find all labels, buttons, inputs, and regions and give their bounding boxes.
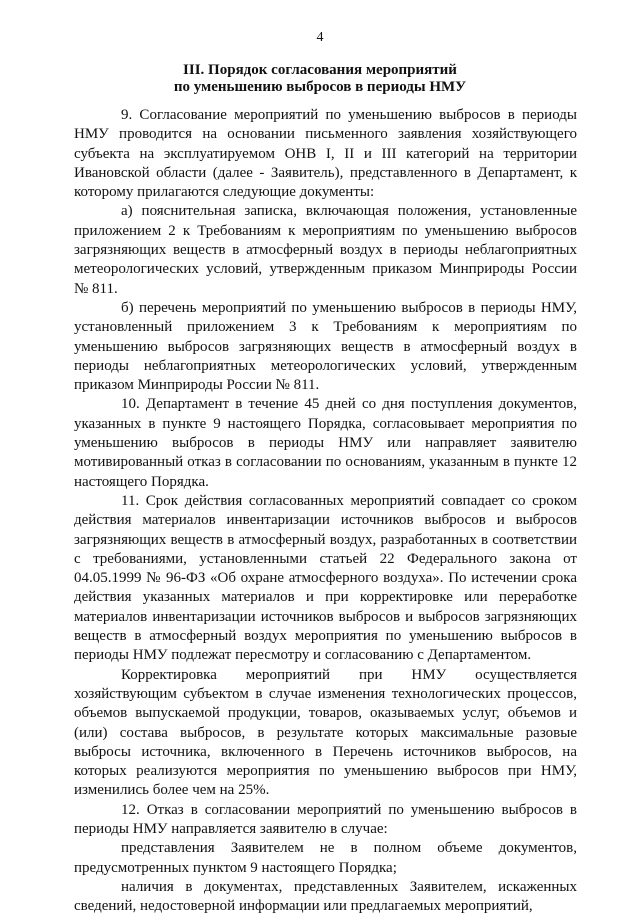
paragraph-11-correction: Корректировка мероприятий при НМУ осуществляется хозяйствующим субъектом в случае изменения технологических процессов, объемов выпускаемой продукции, товаров, оказываемых услуг, объемов и (или) состава выбросов, в результате которых максимальные разовые выбросы источника, включенного в Перечень источников выбросов, на которых реализуются мероприятия по уменьшению выбросов при НМУ, изменились более чем на 25%. [74, 666, 577, 799]
paragraph-10: 10. Департамент в течение 45 дней со дня поступления документов, указанных в пункте 9 настоящего Порядка, согласовывает мероприятия по уменьшению выбросов в периоды НМУ или направляет заявителю мотивированный отказ в согласовании по основаниям, указанным в пункте 12 настоящего Порядка. [74, 396, 577, 490]
section-heading-line-1: III. Порядок согласования мероприятий [183, 62, 457, 78]
paragraph-9b: б) перечень мероприятий по уменьшению выбросов в периоды НМУ, установленный приложением 3 к Требованиям к мероприятиям по уменьшению выбросов загрязняющих веществ в атмосферный воздух в периоды неблагоприятных метеорологических условий, утвержденным приказом Минприроды России № 811. [74, 299, 577, 394]
page-number: 4 [316, 30, 324, 45]
paragraph-9: 9. Согласование мероприятий по уменьшению выбросов в периоды НМУ проводится на основании письменного заявления хозяйствующего субъекта на эксплуатируемом ОНВ I, II и III категорий на территории Ивановской области (далее - Заявитель), представленного в Департамент, к которому прилагаются следующие документы: [74, 107, 577, 201]
document-body [74, 106, 577, 916]
section-heading-line-2: по уменьшению выбросов в периоды НМУ [173, 79, 467, 95]
paragraph-12-item-1: представления Заявителем не в полном объеме документов, предусмотренных пунктом 9 настоящего Порядка; [74, 840, 577, 876]
paragraph-12-item-2: наличия в документах, представленных Заявителем, искаженных сведений, недостоверной информации или предлагаемых мероприятий, [74, 878, 577, 915]
section-heading [0, 62, 640, 96]
paragraph-11: 11. Срок действия согласованных мероприятий совпадает со сроком действия материалов инвентаризации источников выбросов и выбросов загрязняющих веществ в атмосферный воздух, разработанных в соответствии с требованиями, установленными статьей 22 Федерального закона от 04.05.1999 № 96-ФЗ «Об охране атмосферного воздуха». По истечении срока действия указанных материалов и при корректировке или переработке материалов инвентаризации источников выбросов и выбросов загрязняющих веществ в атмосферный воздух мероприятия по уменьшению выбросов в периоды НМУ подлежат пересмотру и согласованию с Департаментом. [74, 492, 577, 664]
paragraph-12: 12. Отказ в согласовании мероприятий по уменьшению выбросов в периоды НМУ направляется заявителю в случае: [74, 801, 577, 837]
paragraph-9a: а) пояснительная записка, включающая положения, установленные приложением 2 к Требованиям к мероприятиям по уменьшению выбросов загрязняющих веществ в атмосферный воздух в периоды неблагоприятных метеорологических условий, утвержденным приказом Минприроды России № 811. [74, 203, 577, 297]
